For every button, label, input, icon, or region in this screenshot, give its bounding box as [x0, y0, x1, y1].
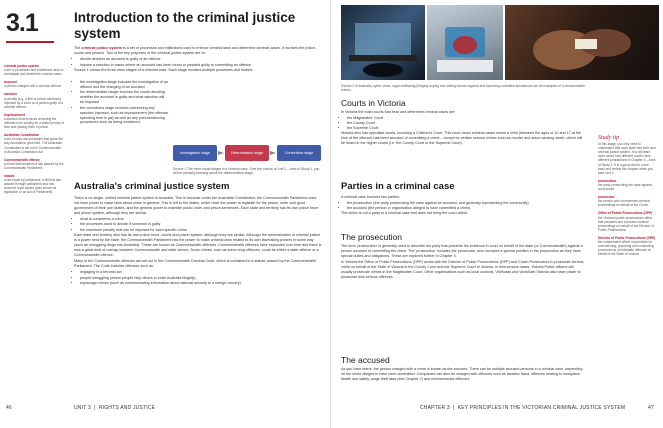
chapter-accent-bar: [6, 41, 54, 43]
section-paragraph-1: There is no single, unified criminal justice system in Australia. This is because under the Australian Constitution, the Commonwealth Parliament does not have power to make laws about crime in general. This is left to the states, which have the power to legislate for the peace, order and good government of their own states, and the general power to maintain public order and prison sentences. Each state and territory has its own police force and prison system, although they are similar.: [74, 196, 319, 215]
list-item: • the County Court: [347, 121, 586, 126]
glossary-term: sanction: [4, 92, 18, 97]
medical-icon: [427, 5, 503, 80]
diagram-investigation-box: Investigation stage: [173, 145, 217, 161]
list-item: • the corrections stage involves overseeing any sanction imposed, such as imprisonment (the offender spending time in jail) as well as any post-sentencing procedures such as being monitored.: [80, 106, 169, 126]
stages-text: [74, 80, 169, 126]
stages-list: [80, 80, 169, 125]
glossary-definition: a sanction that involves removing the offender from society for a stated period of time and placing them in prison: [4, 116, 64, 130]
section-paragraph-2: Each state and territory also has its own police force, courts and prison system, although they are similar. Although the administration of criminal justice is a power held by the state, the Commonwealth Parliament has the power to make criminal laws related to its own lawmaking powers in some way (such as smuggling drugs into Australia). These are known as Commonwealth offences. Commonwealth offences have expanded over time and there is now a great deal of overlap between Commonwealth and state crimes. Some crimes, such as some drug offences, could be either a state offence or a Commonwealth offence.: [74, 233, 322, 258]
glossary-term: prosecution: [598, 178, 617, 183]
list-item: • engaging in a terrorist act: [80, 270, 322, 275]
footer-chapter: CHAPTER 3 | KEY PRINCIPLES IN THE VICTORIAN CRIMINAL JUSTICE SYSTEM: [420, 405, 626, 411]
prosecution-paragraph-1: The term 'prosecution' is generally used to describe the party that presents the evidence in court on behalf of the state (or Commonwealth) against a person accused of committing the crime. The 'prosecution' includes the prosecutor, who occupies a special position in the prosecution as they have special duties and obligations. These are explored further in Chapter 4.: [341, 244, 583, 258]
study-tip-text: At this stage, you only need to understand that each state has their own criminal justice system. You will learn more about how different courts have different jurisdictions in Chapter 4 – Area of Study 1. It is a good idea to come back and review this chapter when you start Unit 3.: [598, 142, 656, 175]
section-text: [74, 196, 322, 287]
photo-drug-importation: [505, 5, 659, 80]
glossary-definition: a law made by parliament; a bill that has passed through parliament and has received royal assent (also known as legislation or an Act of Parliament): [4, 178, 61, 195]
study-tip-title: Study tip: [598, 135, 620, 141]
glossary-term: accused: [4, 80, 17, 85]
photo-cyber-crime: [341, 5, 425, 80]
courts-paragraph-2: Victoria also has specialist courts, including a Children's Court. This court hears criminal cases where a child (between the ages of 10 and 17 at the time of the offence) has been accused of committing a crime – except for certain serious crimes such as murder and arson causing death, which will be heard in the higher courts (i.e. the County Court or the Supreme Court).: [341, 130, 583, 145]
glossary-definition: the person who commences criminal proceedings on behalf of the Crown: [598, 199, 650, 208]
accused-text: As you have learnt, the person charged with a crime is known as the accused. There can be multiple accused persons in a criminal case, depending on the crime alleged to have been committed. Companies can also be charged with offences such as taxation fraud, offences relating to workplace health and safety, wage theft laws (see Chapter 2) and environmental offences.: [341, 367, 583, 381]
list-item: • impose a sanction in cases where an accused has been found or pleaded guilty to committing an offence.: [80, 63, 322, 68]
glossary-term: Commonwealth offence: [4, 157, 40, 162]
study-tip-sidebar: [598, 136, 656, 256]
list-item: • the prosecution (the party prosecuting the case against an accused, and generally representing the community): [347, 201, 586, 206]
prosecution-paragraph-2: In Victoria the Office of Public Prosecutions (OPP) works with the Director of Public Prosecutions (DPP) and Crown Prosecutors to prosecute serious crime on behalf of the State of Victoria in the County Court and the Supreme Court of Victoria. In less serious cases, Victoria Police officers will usually prosecute crimes in the Magistrates' Court. Other organisations such as local councils, VicRoads and WorkSafe Victoria also have power to prosecute less serious offences.: [341, 260, 584, 279]
list-item: • the investigation stage includes the investigation of an offence and the charging of an accused: [80, 80, 169, 90]
footer-unit: UNIT 3 | RIGHTS AND JUSTICE: [74, 405, 156, 411]
list-item: • the processes used to decide if someone is guilty: [80, 222, 322, 227]
glossary-definition: a crime that breaches a law passed by the Commonwealth Parliament: [4, 161, 64, 170]
diagram-arrows: [173, 145, 323, 161]
parties-paragraph-2: The victim is not a party to a criminal case and does not bring the court action.: [341, 211, 469, 216]
list-item: • espionage crimes (such as communicating information about national security to a foreign country).: [80, 281, 322, 286]
parties-list: [347, 201, 586, 211]
glossary-definition: the Victorian public prosecutions office that prepares and conducts criminal proceedings on behalf of the Director of Public Prosecutions: [598, 215, 654, 232]
glossary-term: Australian Constitution: [4, 133, 40, 138]
courts-text: In Victoria the main courts that hear and determine criminal cases are: • the Magistrates' Court • the County Court • the Supreme Court. Victoria also has specialist courts, including a Children's Court. This court hears criminal cases where a child (between the ages of 10 and 17 at the time of the offence) has been accused of committing a crime – except for certain serious crimes such as murder and arson causing death, which will be heard in the higher courts (i.e. the County Court or the Supreme Court).: [341, 110, 586, 147]
footer-page-number: 46: [6, 405, 12, 411]
list-item: • what is considered a crime: [80, 217, 322, 222]
stages-diagram: [173, 145, 323, 167]
glossary-term: statute: [4, 173, 15, 178]
page-title: Introduction to the criminal justice system: [74, 10, 296, 41]
photo-caption: Source 2 In Australia, cyber crime, organ trafficking (illegally buying and selling human organs) and importing controlled substances are all examples of Commonwealth crimes.: [341, 84, 585, 93]
list-item: • decide whether an accused is guilty of an offence: [80, 57, 322, 62]
glossary-term: Director of Public Prosecutions (DPP): [598, 235, 656, 240]
left-page: [0, 0, 331, 428]
section-paragraph-3: Many of the Commonwealth offences are set out in the Commonwealth Criminal Code, which is contained in a statute passed by the Commonwealth Parliament. The Code includes offences such as:: [74, 259, 317, 269]
parties-heading: Parties in a criminal case: [341, 181, 455, 192]
section-heading: Australia's criminal justice system: [74, 181, 230, 192]
glossary-definition: a penalty (e.g. a fine or prison sentence) imposed by a court on a person guilty of a criminal offence: [4, 96, 64, 109]
intro-list: [80, 57, 322, 67]
chapter-number: 3.1: [6, 9, 38, 37]
list-item: • the Supreme Court.: [347, 126, 586, 131]
list-item: • the determination stage involves the courts deciding whether the accused is guilty and what sanction will be imposed: [80, 90, 169, 105]
list-item: • people smuggling (where people help others to enter Australia illegally): [80, 276, 322, 281]
footer-page-number-right: 47: [648, 405, 654, 411]
left-glossary: [4, 60, 64, 194]
glossary-term: Office of Public Prosecutions (OPP): [598, 211, 653, 216]
courts-heading: Courts in Victoria: [341, 98, 406, 108]
list-item: • the maximum penalty that can be imposed for each specific crime.: [80, 228, 322, 233]
list-item: • the accused (the person or organisation alleged to have committed a crime).: [347, 206, 586, 211]
glossary-definition: a set of rules and principles that guide the way Australia is governed. The Australian Constitution is set out in Commonwealth of Australia Constitution Act: [4, 137, 64, 154]
glossary-definition: the independent officer responsible for commencing, preparing and conducting prosecutions of indictable offences on behalf of the State of Victoria: [598, 239, 654, 257]
section-list-2: [80, 270, 322, 286]
arrow-icon: [270, 151, 276, 155]
glossary-term: criminal justice system: [4, 64, 40, 68]
section-list-1: [80, 217, 322, 233]
list-item: • the Magistrates' Court: [347, 116, 586, 121]
prosecution-heading: The prosecution: [341, 232, 402, 242]
arrow-icon: [218, 151, 224, 155]
prosecution-text: [341, 244, 586, 281]
intro-text: The criminal justice system is a set of processes and institutions used to enforce criminal laws and determine criminal cases. It involves the police, courts and prisons. Two of the key purposes of the criminal justice system are to: • decide whether an accused is guilty of an offence • impose a sanction in cases where an accused has been found or pleaded guilty to committing an offence. Source 1 shows the three main stages of a criminal case. Each stage involves multiple processes and bodies:: [74, 46, 322, 74]
glossary-definition: a set of processes and institutions used to investigate and determine criminal cases: [4, 68, 64, 77]
intro-paragraph-2: Source 1 shows the three main stages of a criminal case. Each stage involves multiple processes and bodies:: [74, 68, 253, 73]
diagram-determination-box: Determination stage: [225, 145, 269, 161]
term-criminal-justice-system: criminal justice system: [81, 46, 122, 50]
glossary-term: prosecutor: [598, 195, 615, 200]
courts-list: [347, 116, 586, 131]
right-glossary: [598, 179, 656, 257]
photo-organ-trafficking: [427, 5, 503, 80]
accused-heading: The accused: [341, 355, 390, 365]
glossary-term: imprisonment: [4, 112, 26, 117]
hands-icon: [505, 5, 659, 80]
laptop-icon: [341, 5, 425, 80]
glossary-definition: a person charged with a criminal offence: [4, 84, 62, 89]
diagram-corrections-box: Corrections stage: [277, 145, 321, 161]
parties-text: A criminal case involves two parties: • the prosecution (the party prosecuting the case against an accused, and generally representing the community) • the accused (the person or organisation alleged to have committed a crime). The victim is not a party to a criminal case and does not bring the court action.: [341, 195, 586, 217]
diagram-caption: Source 1 The three broad stages in a criminal case. Over the course of Unit 2 – Area of Study 1, you will be primarily learning about the determination stage.: [173, 167, 320, 176]
glossary-definition: the party prosecuting the case against an accused: [598, 182, 652, 192]
